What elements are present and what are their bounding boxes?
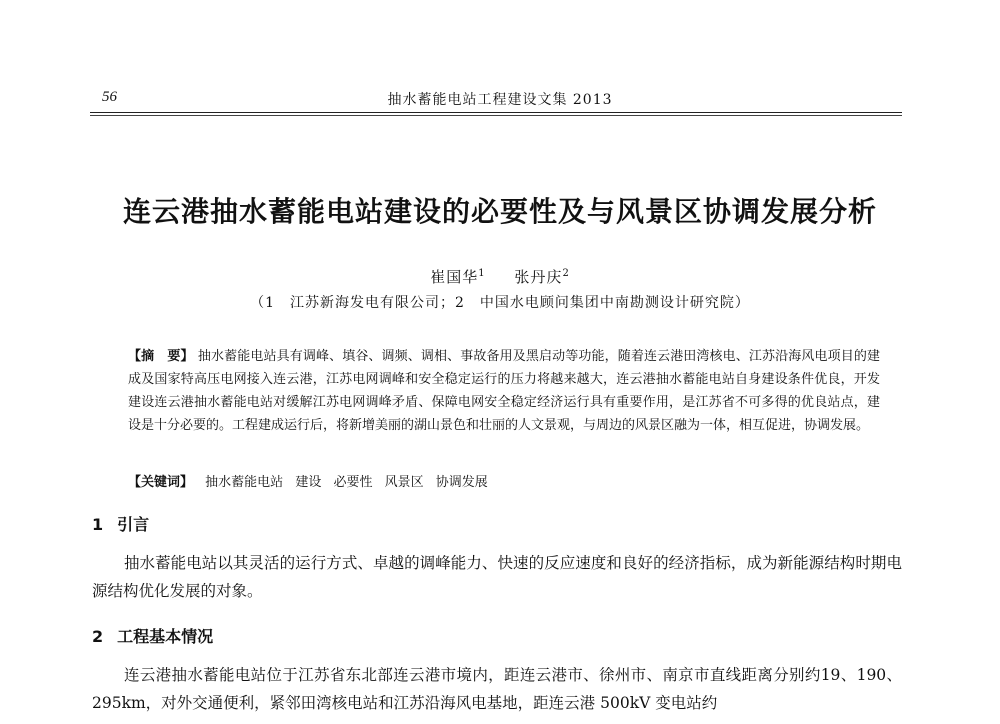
page-number: 56 (102, 89, 117, 105)
affiliation: （1 江苏新海发电有限公司；2 中国水电顾问集团中南勘测设计研究院） (250, 295, 750, 311)
section-number: 2 (92, 627, 104, 646)
keyword: 建设 (295, 475, 322, 490)
keywords (128, 471, 880, 490)
keyword: 风景区 (384, 475, 424, 490)
keywords-label: 【关键词】 (128, 475, 194, 490)
author-line (0, 266, 1000, 287)
header-rule (90, 112, 902, 113)
author-name: 崔国华 (430, 268, 479, 286)
article-title: 连云港抽水蓄能电站建设的必要性及与风景区协调发展分析 (122, 195, 877, 228)
section-paragraph: 抽水蓄能电站以其灵活的运行方式、卓越的调峰能力、快速的反应速度和良好的经济指标，成为新能源结构时期电源结构优化发展的对象。 (92, 554, 902, 600)
running-title: 抽水蓄能电站工程建设文集 2013 (387, 92, 613, 108)
author-name: 张丹庆 (514, 268, 563, 286)
section-paragraph: 连云港抽水蓄能电站位于江苏省东北部连云港市境内，距连云港市、徐州市、南京市直线距离分别约19、190、295km，对外交通便利，紧邻田湾核电站和江苏沿海风电基地，距连云港 500kV 变电站约 (92, 666, 902, 712)
section-number: 1 (92, 515, 104, 534)
abstract (128, 345, 880, 437)
keyword: 协调发展 (435, 475, 488, 490)
section-title: 引言 (117, 515, 150, 534)
author-mark: 2 (562, 268, 570, 279)
keyword: 必要性 (333, 475, 373, 490)
section-heading (92, 512, 149, 535)
abstract-label: 【摘 要】 (128, 349, 194, 364)
section-title: 工程基本情况 (117, 627, 214, 646)
abstract-text: 抽水蓄能电站具有调峰、填谷、调频、调相、事故备用及黑启动等功能，随着连云港田湾核电、江苏沿海风电项目的建成及国家特高压电网接入连云港，江苏电网调峰和安全稳定运行的压力将越来越大，连云港抽水蓄能电站自身建设条件优良，开发建设连云港抽水蓄能电站对缓解江苏电网调峰矛盾、保障电网安全稳定经济运行具有重要作用，是江苏省不可多得的优良站点，建设是十分必要的。工程建成运行后，将新增美丽的湖山景色和壮丽的人文景观，与周边的风景区融为一体，相互促进，协调发展。 (128, 349, 880, 433)
keyword: 抽水蓄能电站 (205, 475, 284, 490)
author-mark: 1 (478, 268, 486, 279)
header-rule-thin (90, 115, 902, 116)
section-heading (92, 624, 213, 647)
